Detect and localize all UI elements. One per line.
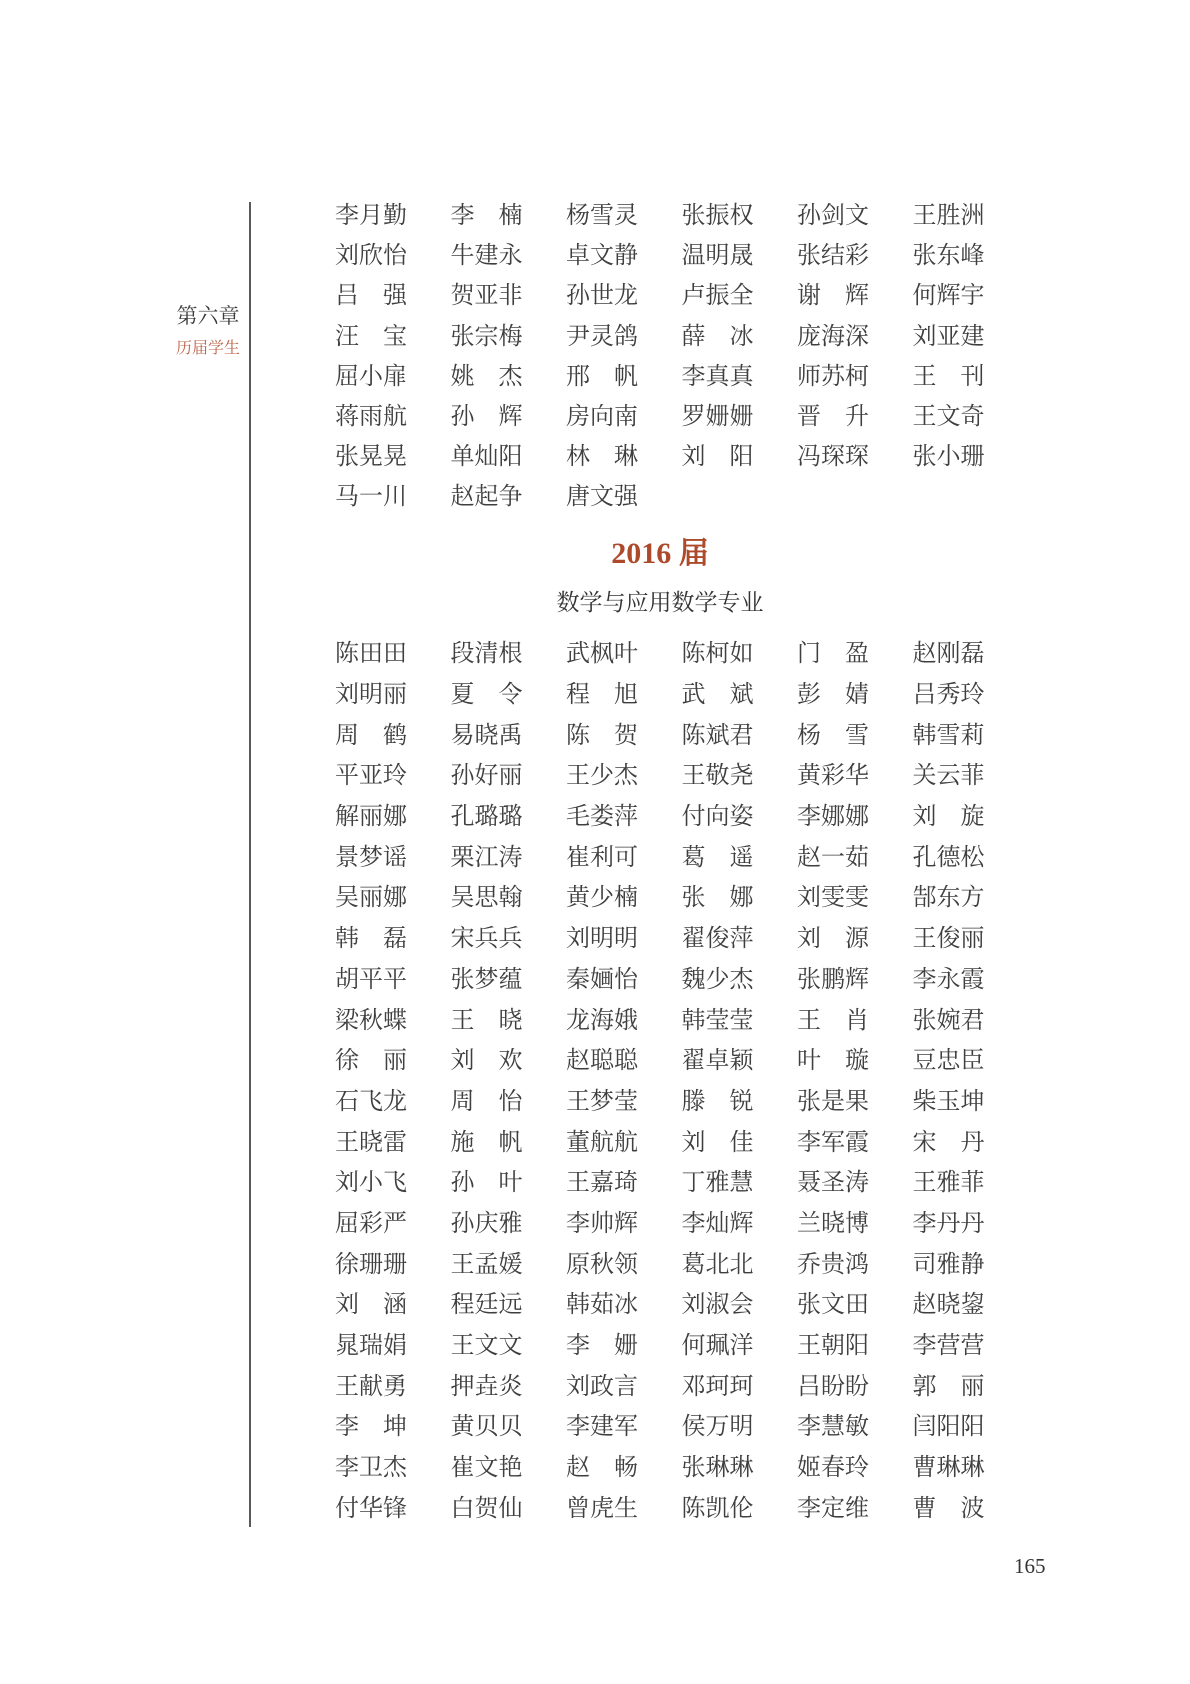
student-name: 刘 旋 [912,804,985,831]
student-name: 王文奇 [912,404,985,431]
student-name: 赵一茹 [797,844,869,871]
student-name: 黄彩华 [797,763,869,790]
student-name: 卢振全 [681,283,754,310]
student-name: 李卫杰 [335,1455,407,1482]
student-name: 李灿辉 [681,1210,754,1237]
student-name: 吕 强 [335,283,407,310]
student-name: 王孟媛 [450,1251,523,1278]
student-name: 刘淑会 [681,1292,754,1319]
student-name: 杨 雪 [797,722,869,749]
student-name: 翟卓颖 [681,1048,754,1075]
student-name: 孙剑文 [797,203,869,230]
student-name: 邓珂珂 [681,1373,754,1400]
student-name: 屈彩严 [335,1210,407,1237]
student-name: 刘小飞 [335,1170,407,1197]
student-name: 孔璐璐 [450,804,523,831]
student-name: 庞海深 [797,323,869,350]
student-name: 张琳琳 [681,1455,754,1482]
student-name: 王 晓 [450,1007,523,1034]
student-name: 林 琳 [566,444,638,471]
student-name: 郭 丽 [912,1373,985,1400]
previous-class-name-grid [335,196,985,518]
student-name: 梁秋蝶 [335,1007,407,1034]
student-name: 程廷远 [450,1292,523,1319]
student-name: 晋 升 [797,404,869,431]
student-name: 宋 丹 [912,1129,985,1156]
student-name: 孙庆雅 [450,1210,523,1237]
student-name: 晁瑞娟 [335,1333,407,1360]
student-name: 姬春玲 [797,1455,869,1482]
student-name: 关云菲 [912,763,985,790]
student-name: 孙 辉 [450,404,523,431]
student-name: 房向南 [566,404,638,431]
student-name: 屈小扉 [335,363,407,390]
student-name: 王朝阳 [797,1333,869,1360]
student-name: 王少杰 [566,763,638,790]
student-name: 王胜洲 [912,203,985,230]
student-name: 栗江涛 [450,844,523,871]
student-name: 曹 波 [912,1495,985,1522]
student-name: 陈凯伦 [681,1495,754,1522]
student-name: 师苏柯 [797,363,869,390]
student-name: 闫阳阳 [912,1414,985,1441]
student-name: 程 旭 [566,682,638,709]
student-name: 赵晓鋆 [912,1292,985,1319]
student-name: 柴玉坤 [912,1088,985,1115]
student-name: 刘雯雯 [797,885,869,912]
student-name: 单灿阳 [450,444,523,471]
student-name: 马一川 [335,484,407,511]
student-name: 尹灵鸽 [566,323,638,350]
student-name: 兰晓博 [797,1210,869,1237]
student-name: 吴思翰 [450,885,523,912]
student-name: 张是果 [797,1088,869,1115]
student-name: 邢 帆 [566,363,638,390]
student-name: 崔文艳 [450,1455,523,1482]
student-name: 吴丽娜 [335,885,407,912]
student-name: 王雅菲 [912,1170,985,1197]
student-name: 李军霞 [797,1129,869,1156]
student-name: 魏少杰 [681,966,754,993]
student-name: 李 楠 [450,203,523,230]
student-name: 李真真 [681,363,754,390]
student-name: 李 姗 [566,1333,638,1360]
student-name: 张振权 [681,203,754,230]
student-name: 王梦莹 [566,1088,638,1115]
student-name: 韩 磊 [335,926,407,953]
student-name: 周 鹤 [335,722,407,749]
student-name: 李营营 [912,1333,985,1360]
student-name: 冯琛琛 [797,444,869,471]
chapter-title: 第六章 [176,304,240,328]
student-name: 王敬尧 [681,763,754,790]
student-name: 张宗梅 [450,323,523,350]
student-name: 李建军 [566,1414,638,1441]
student-name: 董航航 [566,1129,638,1156]
student-name: 张婉君 [912,1007,985,1034]
student-name: 侯万明 [681,1414,754,1441]
student-name: 陈 贺 [566,722,638,749]
student-name: 翟俊萍 [681,926,754,953]
student-name: 武 斌 [681,682,754,709]
student-name: 牛建永 [450,243,523,270]
student-name: 白贺仙 [450,1495,523,1522]
student-name: 刘 欢 [450,1048,523,1075]
student-name: 胡平平 [335,966,407,993]
student-name: 汪 宝 [335,323,407,350]
student-name: 刘明丽 [335,682,407,709]
student-name: 乔贵鸿 [797,1251,869,1278]
student-name: 张梦蕴 [450,966,523,993]
student-name: 张结彩 [797,243,869,270]
student-name: 何珮洋 [681,1333,754,1360]
student-name: 韩雪莉 [912,722,985,749]
student-name: 押垚炎 [450,1373,523,1400]
student-name: 易晓禹 [450,722,523,749]
student-name: 黄贝贝 [450,1414,523,1441]
student-name: 赵聪聪 [566,1048,638,1075]
student-name: 徐珊珊 [335,1251,407,1278]
student-name: 李定维 [797,1495,869,1522]
student-name: 李 坤 [335,1414,407,1441]
student-name: 李帅辉 [566,1210,638,1237]
student-name: 陈柯如 [681,641,754,668]
student-name: 付华锋 [335,1495,407,1522]
chapter-sidebar [168,304,248,358]
student-name: 王俊丽 [912,926,985,953]
student-name: 石飞龙 [335,1088,407,1115]
student-name: 刘 佳 [681,1129,754,1156]
chapter-section-label: 历届学生 [175,340,240,357]
student-name: 宋兵兵 [450,926,523,953]
student-name: 陈斌君 [681,722,754,749]
page-number: 165 [1014,1554,1046,1578]
class-2016-name-grid [335,634,985,1529]
student-name: 黄少楠 [566,885,638,912]
student-name: 吕秀玲 [912,682,985,709]
student-name: 李慧敏 [797,1414,869,1441]
student-name: 段清根 [450,641,523,668]
student-name: 王文文 [450,1333,523,1360]
student-name: 李丹丹 [912,1210,985,1237]
student-name: 郜东方 [912,885,985,912]
student-name: 姚 杰 [450,363,523,390]
student-name: 赵起争 [450,484,523,511]
student-name: 孙世龙 [566,283,638,310]
student-name: 曾虎生 [566,1495,638,1522]
student-name: 崔利可 [566,844,638,871]
student-name: 叶 璇 [797,1048,869,1075]
student-name: 龙海娥 [566,1007,638,1034]
student-name: 王嘉琦 [566,1170,638,1197]
student-name: 张文田 [797,1292,869,1319]
student-name: 赵刚磊 [912,641,985,668]
student-name: 李月勤 [335,203,407,230]
student-name: 彭 婧 [797,682,869,709]
student-name: 唐文强 [566,484,638,511]
student-name: 刘欣怡 [335,243,407,270]
student-name: 王 刊 [912,363,985,390]
student-name: 司雅静 [912,1251,985,1278]
student-name: 温明晟 [681,243,754,270]
student-name: 张小珊 [912,444,985,471]
student-name: 孔德松 [912,844,985,871]
student-name: 刘政言 [566,1373,638,1400]
student-name: 李娜娜 [797,804,869,831]
student-name: 李永霞 [912,966,985,993]
student-name: 蒋雨航 [335,404,407,431]
student-name: 张 娜 [681,885,754,912]
student-name: 平亚玲 [335,763,407,790]
student-name: 夏 令 [450,682,523,709]
class-year-heading: 2016 届 [611,537,709,570]
student-name: 刘 涵 [335,1292,407,1319]
student-name: 卓文静 [566,243,638,270]
student-name: 门 盈 [797,641,869,668]
student-name: 周 怡 [450,1088,523,1115]
student-name: 解丽娜 [335,804,407,831]
student-name: 曹琳琳 [912,1455,985,1482]
student-name: 葛北北 [681,1251,754,1278]
student-name: 秦婳怡 [566,966,638,993]
student-name: 何辉宇 [912,283,985,310]
student-name: 刘亚建 [912,323,985,350]
student-name: 张晃晃 [335,444,407,471]
student-name: 聂圣涛 [797,1170,869,1197]
student-name: 刘 阳 [681,444,754,471]
student-name: 景梦谣 [335,844,407,871]
student-name: 张鹏辉 [797,966,869,993]
student-name: 徐 丽 [335,1048,407,1075]
student-name: 滕 锐 [681,1088,754,1115]
student-name: 孙 叶 [450,1170,523,1197]
student-name: 韩莹莹 [681,1007,754,1034]
student-name: 杨雪灵 [566,203,638,230]
major-subtitle: 数学与应用数学专业 [556,589,764,615]
student-name: 王 肖 [797,1007,869,1034]
student-name: 付向姿 [681,804,754,831]
student-name: 刘明明 [566,926,638,953]
student-name: 吕盼盼 [797,1373,869,1400]
student-name: 陈田田 [335,641,407,668]
student-name: 王晓雷 [335,1129,407,1156]
student-name: 赵 畅 [566,1455,638,1482]
student-name: 葛 遥 [681,844,754,871]
student-name: 原秋领 [566,1251,638,1278]
student-name: 豆忠臣 [912,1048,985,1075]
student-name: 丁雅慧 [681,1170,754,1197]
student-name: 薛 冰 [681,323,754,350]
student-name: 武枫叶 [566,641,638,668]
student-name: 罗姗姗 [681,404,754,431]
student-name: 孙好丽 [450,763,523,790]
student-name: 王献勇 [335,1373,407,1400]
student-name: 韩茹冰 [566,1292,638,1319]
student-name: 张东峰 [912,243,985,270]
student-name: 刘 源 [797,926,869,953]
student-name: 毛娄萍 [566,804,638,831]
student-name: 谢 辉 [797,283,869,310]
student-name: 施 帆 [450,1129,523,1156]
vertical-divider [249,202,251,1527]
student-name: 贺亚非 [450,283,523,310]
